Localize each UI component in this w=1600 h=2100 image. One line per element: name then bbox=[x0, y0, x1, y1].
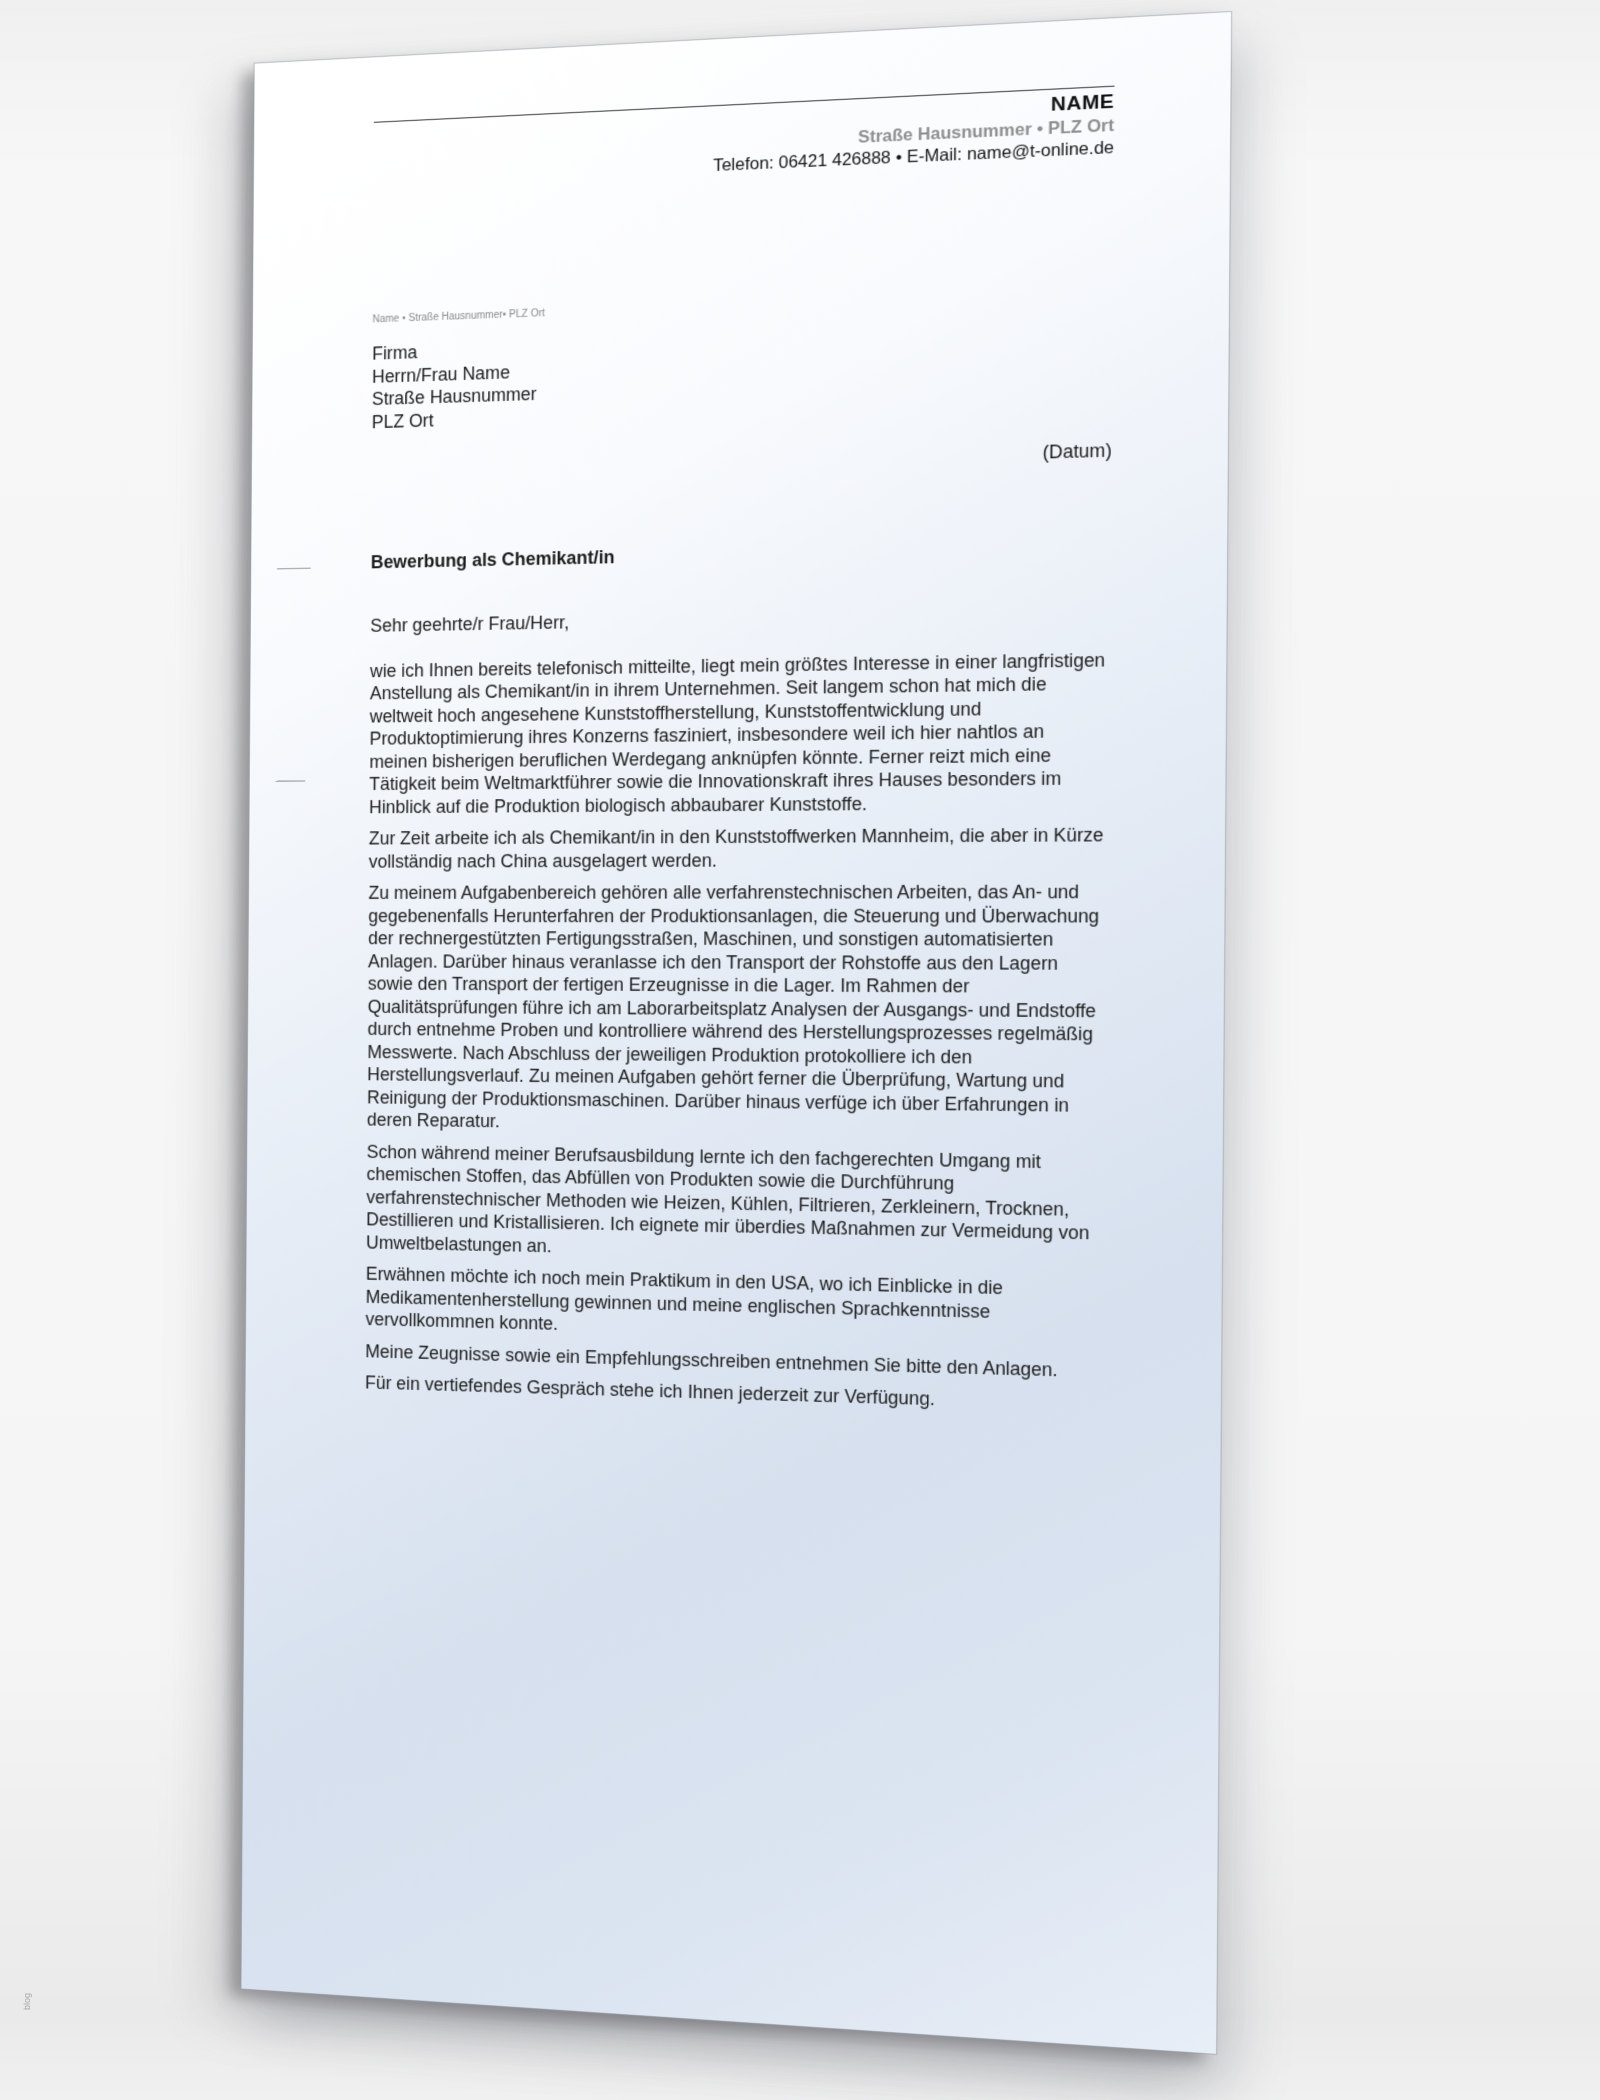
subject-line: Bewerbung als Chemikant/in bbox=[370, 546, 615, 572]
body-paragraph: Erwähnen möchte ich noch mein Praktikum in den USA, wo ich Einblicke in die Medikamentenherstellung gewinnen und meine englischen Sprachkenntnisse vervollkommnen konnte. bbox=[365, 1263, 1004, 1334]
recipient-line: PLZ Ort bbox=[371, 409, 434, 432]
fold-mark-bottom bbox=[275, 781, 305, 782]
letter-content bbox=[241, 12, 1231, 2054]
body-paragraph: wie ich Ihnen bereits telefonisch mitteilte, liegt mein größtes Interesse in einer langfristigen Anstellung als Chemikant/in in ihrem Unternehmen. Seit langem schon hat mich die weltweit hoch angesehene Kunststoffherstellung, Kunststoffentwicklung und Produktoptimierung ihres Konzerns fasziniert, insbesondere weil ich hier nahtlos an meinen bisherigen beruflichen Werdegang anknüpfen könnte. Ferner reizt mich eine Tätigkeit beim Weltmarktführer sowie die Innovationskraft ihres Hauses besonders im Hinblick auf die Produktion biologisch abbaubarer Kunststoffe. bbox=[369, 649, 1106, 817]
letterhead-name: NAME bbox=[1050, 90, 1115, 117]
fold-mark-top bbox=[277, 568, 311, 570]
letterhead bbox=[373, 86, 1114, 193]
letter-page bbox=[241, 12, 1231, 2054]
date: (Datum) bbox=[1042, 439, 1112, 463]
body-paragraph: Meine Zeugnisse sowie ein Empfehlungsschreiben entnehmen Sie bitte den Anlagen. bbox=[365, 1340, 1058, 1380]
recipient-block bbox=[372, 316, 1113, 433]
body-paragraph: Zu meinem Aufgabenbereich gehören alle verfahrenstechnischen Arbeiten, das An- und gegebenenfalls Herunterfahren der Produktionsanlagen, die Steuerung und Überwachung der rechnergestützten Fertigungsstraßen, Maschinen, und sonstigen automatisierten Anlagen. Darüber hinaus veranlasse ich den Transport der Rohstoffe aus den Lagern sowie den Transport der fertigen Erzeugnisse in die Lager. Im Rahmen der Qualitätsprüfungen führe ich am Laborarbeitsplatz Analysen der Ausgangs- und Endstoffe durch entnehme Proben und kontrolliere während des Herstellungsprozesses regelmäßig Messwerte. Nach Abschluss der jeweiligen Produktion protokolliere ich den Herstellungsverlauf. Zu meinen Aufgaben gehört ferner die Überprüfung, Wartung und Reinigung der Produktionsmaschinen. Darüber hinaus verfüge ich über Erfahrungen in deren Reparatur. bbox=[366, 881, 1100, 1132]
body-paragraph: Für ein vertiefendes Gespräch stehe ich Ihnen jederzeit zur Verfügung. bbox=[365, 1372, 936, 1410]
body-paragraph: Schon während meiner Berufsausbildung lernte ich den fachgerechten Umgang mit chemischen Stoffen, das Abfüllen von Produkten sowie die Durchführung verfahrenstechnischer Methoden wie Heizen, Kühlen, Filtrieren, Zerkleinern, Trocknen, Destillieren und Kristallisieren. Ich eignete mir überdies Maßnahmen zur Vermeidung von Umweltbelastungen an. bbox=[366, 1141, 1090, 1256]
body-paragraph: Zur Zeit arbeite ich als Chemikant/in in den Kunststoffwerken Mannheim, die aber in Kürze vollständig nach China ausgelagert werden. bbox=[368, 824, 1104, 872]
letterhead-contact: Telefon: 06421 426888 • E-Mail: name@t-online.de bbox=[712, 138, 1115, 176]
recipient-line: Firma bbox=[372, 342, 418, 364]
salutation: Sehr geehrte/r Frau/Herr, bbox=[370, 612, 570, 636]
document-scene bbox=[248, 64, 1188, 1999]
letterhead-address: Straße Hausnummer • PLZ Ort bbox=[857, 116, 1115, 147]
watermark: blog bbox=[22, 1992, 32, 2010]
letter-body bbox=[365, 648, 1110, 1416]
sender-line: Name • Straße Hausnummer• PLZ Ort bbox=[372, 307, 545, 326]
recipient-line: Herrn/Frau Name bbox=[372, 361, 511, 387]
recipient-line: Straße Hausnummer bbox=[371, 383, 537, 410]
